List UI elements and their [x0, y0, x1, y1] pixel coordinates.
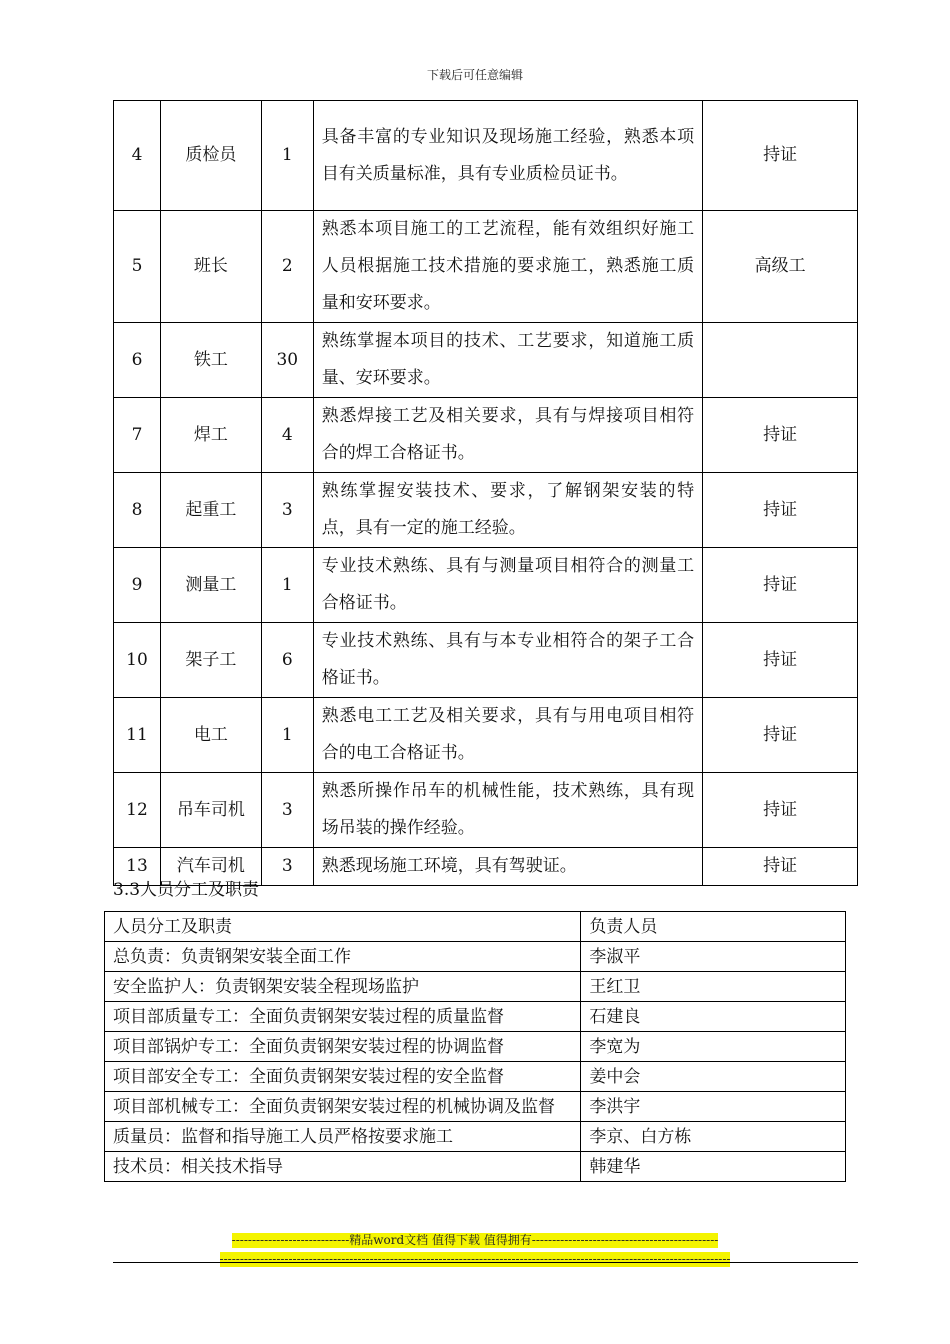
row-number-cell: 13 [114, 848, 161, 886]
duty-cell: 质量员：监督和指导施工人员严格按要求施工 [105, 1122, 581, 1152]
requirement-cell: 专业技术熟练、具有与测量项目相符合的测量工合格证书。 [313, 548, 702, 623]
requirement-cell: 熟悉本项目施工的工艺流程，能有效组织好施工人员根据施工技术措施的要求施工，熟悉施工质量和安环要求。 [313, 211, 702, 323]
headcount-cell: 30 [261, 323, 313, 398]
person-cell: 王红卫 [581, 972, 846, 1002]
requirement-cell: 熟悉电工工艺及相关要求，具有与用电项目相符合的电工合格证书。 [313, 698, 702, 773]
person-cell: 李宽为 [581, 1032, 846, 1062]
role-cell: 焊工 [160, 398, 261, 473]
footer-line-2: ------------------------------------------------------------------------------------------------------------------------------ [219, 1252, 731, 1266]
duty-row [105, 1092, 846, 1122]
duty-cell: 安全监护人：负责钢架安装全程现场监护 [105, 972, 581, 1002]
row-number-cell: 5 [114, 211, 161, 323]
role-cell: 班长 [160, 211, 261, 323]
duty-row [105, 1122, 846, 1152]
staff-row [114, 323, 858, 398]
staff-row [114, 548, 858, 623]
staff-row [114, 101, 858, 211]
duty-cell: 项目部安全专工：全面负责钢架安装过程的安全监督 [105, 1062, 581, 1092]
staff-row [114, 773, 858, 848]
row-number-cell: 4 [114, 101, 161, 211]
role-cell: 质检员 [160, 101, 261, 211]
footer-divider [113, 1262, 858, 1263]
requirement-cell: 熟悉所操作吊车的机械性能，技术熟练，具有现场吊装的操作经验。 [313, 773, 702, 848]
staff-row [114, 623, 858, 698]
role-cell: 测量工 [160, 548, 261, 623]
headcount-cell: 6 [261, 623, 313, 698]
qualification-cell: 持证 [703, 548, 858, 623]
duty-row [105, 1062, 846, 1092]
row-number-cell: 6 [114, 323, 161, 398]
person-cell: 李淑平 [581, 942, 846, 972]
header-note: 下载后可任意编辑 [426, 68, 523, 82]
headcount-cell: 2 [261, 211, 313, 323]
person-header-cell: 负责人员 [581, 912, 846, 942]
headcount-cell: 1 [261, 698, 313, 773]
staff-requirements-table [113, 100, 858, 886]
headcount-cell: 4 [261, 398, 313, 473]
qualification-cell: 持证 [703, 473, 858, 548]
requirement-cell: 具备丰富的专业知识及现场施工经验，熟悉本项目有关质量标准，具有专业质检员证书。 [313, 101, 702, 211]
duty-header-row [105, 912, 846, 942]
qualification-cell: 持证 [703, 848, 858, 886]
person-cell: 姜中会 [581, 1062, 846, 1092]
staff-row [114, 398, 858, 473]
footer-line-1: -----------------------------精品word文档 值得下载 值得拥有---------------------------------------------- [231, 1233, 719, 1247]
duty-cell: 总负责：负责钢架安装全面工作 [105, 942, 581, 972]
role-cell: 吊车司机 [160, 773, 261, 848]
qualification-cell: 持证 [703, 773, 858, 848]
role-cell: 铁工 [160, 323, 261, 398]
duty-header-cell: 人员分工及职责 [105, 912, 581, 942]
person-cell: 李洪宇 [581, 1092, 846, 1122]
role-cell: 起重工 [160, 473, 261, 548]
headcount-cell: 3 [261, 473, 313, 548]
role-cell: 电工 [160, 698, 261, 773]
row-number-cell: 11 [114, 698, 161, 773]
qualification-cell: 高级工 [703, 211, 858, 323]
requirement-cell: 熟练掌握本项目的技术、工艺要求，知道施工质量、安环要求。 [313, 323, 702, 398]
duty-row [105, 1152, 846, 1182]
duty-cell: 项目部机械专工：全面负责钢架安装过程的机械协调及监督 [105, 1092, 581, 1122]
person-cell: 石建良 [581, 1002, 846, 1032]
row-number-cell: 9 [114, 548, 161, 623]
duty-row [105, 1032, 846, 1062]
qualification-cell: 持证 [703, 398, 858, 473]
duty-assignment-table [104, 911, 846, 1182]
requirement-cell: 熟悉焊接工艺及相关要求，具有与焊接项目相符合的焊工合格证书。 [313, 398, 702, 473]
duty-cell: 技术员：相关技术指导 [105, 1152, 581, 1182]
qualification-cell: 持证 [703, 101, 858, 211]
duty-cell: 项目部质量专工：全面负责钢架安装过程的质量监督 [105, 1002, 581, 1032]
staff-row [114, 698, 858, 773]
qualification-cell: 持证 [703, 698, 858, 773]
qualification-cell [703, 323, 858, 398]
person-cell: 李京、白方栋 [581, 1122, 846, 1152]
headcount-cell: 1 [261, 548, 313, 623]
duty-row [105, 1002, 846, 1032]
role-cell: 架子工 [160, 623, 261, 698]
row-number-cell: 8 [114, 473, 161, 548]
qualification-cell: 持证 [703, 623, 858, 698]
row-number-cell: 12 [114, 773, 161, 848]
headcount-cell: 3 [261, 848, 313, 886]
duty-row [105, 942, 846, 972]
duty-cell: 项目部锅炉专工：全面负责钢架安装过程的协调监督 [105, 1032, 581, 1062]
duty-row [105, 972, 846, 1002]
person-cell: 韩建华 [581, 1152, 846, 1182]
headcount-cell: 1 [261, 101, 313, 211]
requirement-cell: 熟悉现场施工环境，具有驾驶证。 [313, 848, 702, 886]
requirement-cell: 专业技术熟练、具有与本专业相符合的架子工合格证书。 [313, 623, 702, 698]
staff-row [114, 211, 858, 323]
headcount-cell: 3 [261, 773, 313, 848]
requirement-cell: 熟练掌握安装技术、要求，了解钢架安装的特点，具有一定的施工经验。 [313, 473, 702, 548]
staff-row [114, 473, 858, 548]
section-title: 3.3人员分工及职责 [113, 880, 260, 900]
row-number-cell: 10 [114, 623, 161, 698]
row-number-cell: 7 [114, 398, 161, 473]
role-cell: 汽车司机 [160, 848, 261, 886]
